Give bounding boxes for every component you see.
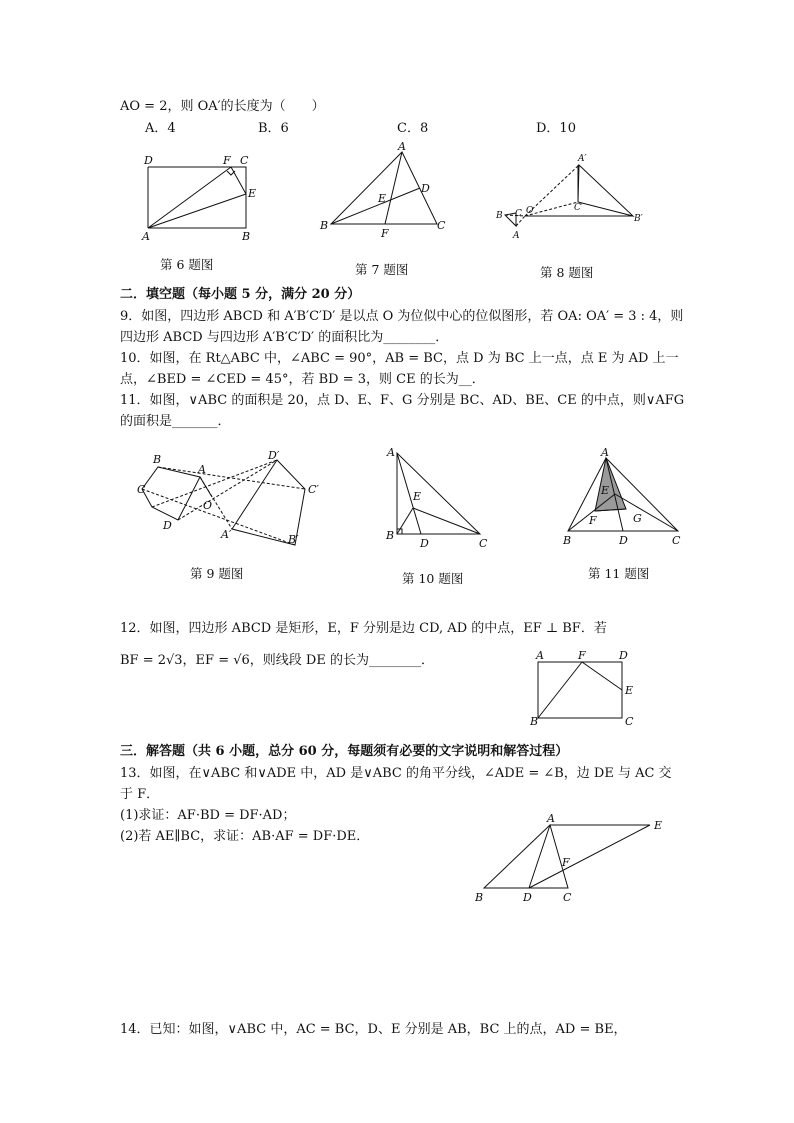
figure-13 — [470, 810, 680, 908]
caption-fig8: 第 8 题图 — [540, 265, 594, 280]
figure-11 — [558, 440, 688, 548]
figure-12 — [530, 647, 640, 729]
q14-line-1: 14．已知：如图，∨ABC 中，AC = BC，D、E 分别是 AB，BC 上的点，AD = BE， — [120, 1022, 627, 1037]
q8-option-a: A．4 — [145, 121, 176, 136]
label-c: C — [563, 891, 572, 904]
label-d: D — [523, 891, 532, 904]
q10-line-2: 点，∠BED = ∠CED = 45°，若 BD = 3，则 CE 的长为__． — [120, 372, 485, 387]
q13-line-2: 于 F． — [120, 787, 160, 802]
label-d-prime: D′ — [268, 449, 280, 462]
figure-7 — [318, 140, 450, 240]
label-c: C — [240, 154, 249, 167]
label-f: F — [578, 649, 586, 662]
label-e: E — [248, 187, 257, 200]
section-3-title: 三．解答题（共 6 小题，总分 60 分，每题须有必要的文字说明和解答过程） — [120, 744, 569, 759]
label-g: G — [633, 512, 642, 525]
label-f: F — [223, 154, 231, 167]
section-2-title: 二．填空题（每小题 5 分，满分 20 分） — [120, 287, 361, 302]
label-a: A — [601, 446, 609, 459]
label-d: D — [619, 649, 628, 662]
label-a: A — [513, 231, 520, 241]
label-b: B — [242, 230, 251, 243]
label-a: A — [198, 463, 206, 476]
label-c: C — [437, 219, 446, 232]
label-a: A — [398, 140, 406, 153]
label-d: D — [163, 519, 172, 532]
label-d: D — [421, 182, 430, 195]
label-e: E — [378, 192, 387, 205]
q11-line-2: 的面积是_______． — [120, 414, 231, 429]
label-d: D — [144, 154, 153, 167]
caption-fig6: 第 6 题图 — [160, 257, 214, 272]
label-f: F — [589, 514, 597, 527]
q8-option-b: B．6 — [258, 121, 289, 136]
label-b-prime: B′ — [634, 214, 643, 224]
figure-8 — [492, 150, 652, 245]
q8-option-d: D．10 — [536, 121, 576, 136]
caption-fig10: 第 10 题图 — [402, 571, 464, 586]
label-a: A — [547, 812, 555, 825]
q13-part-1: (1)求证：AF·BD = DF·AD； — [120, 808, 296, 823]
label-c-prime: C′ — [574, 203, 583, 213]
label-o: O — [526, 206, 534, 216]
q11-line-1: 11．如图，∨ABC 的面积是 20，点 D、E、F、G 分别是 BC、AD、BE、CE 的中点，则∨AFG — [120, 393, 685, 408]
label-e: E — [601, 484, 610, 497]
q9-line-2: 四边形 ABCD 与四边形 A′B′C′D′ 的面积比为________． — [120, 330, 449, 345]
figure-6 — [135, 150, 265, 245]
caption-fig9: 第 9 题图 — [190, 566, 244, 581]
label-b-prime: B′ — [288, 533, 299, 546]
label-e: E — [654, 819, 663, 832]
q9-line-1: 9．如图，四边形 ABCD 和 A′B′C′D′ 是以点 O 为位似中心的位似图形，若 OA: OA′ = 3 : 4，则 — [120, 309, 684, 324]
figure-9 — [130, 447, 335, 557]
figure-10 — [380, 440, 495, 552]
label-c: C — [625, 715, 634, 728]
label-a: A — [536, 649, 544, 662]
q8-option-c: C．8 — [397, 121, 429, 136]
label-b: B — [153, 453, 162, 466]
q10-line-1: 10．如图，在 Rt△ABC 中，∠ABC = 90°，AB = BC，点 D 为 BC 上一点，点 E 为 AD 上一 — [120, 351, 679, 366]
label-d: D — [420, 537, 429, 550]
label-b: B — [563, 534, 572, 547]
label-b: B — [530, 715, 539, 728]
label-c-prime: C′ — [308, 483, 319, 496]
label-a: A — [387, 446, 395, 459]
q12-line-1: 12．如图，四边形 ABCD 是矩形，E，F 分别是边 CD, AD 的中点，EF ⊥ BF．若 — [120, 621, 607, 636]
label-e: E — [625, 684, 634, 697]
label-c: C — [479, 537, 488, 550]
label-f: F — [562, 856, 570, 869]
q13-line-1: 13．如图，在∨ABC 和∨ADE 中，AD 是∨ABC 的角平分线，∠ADE = ∠B，边 DE 与 AC 交 — [120, 766, 672, 781]
label-f: F — [381, 227, 389, 240]
label-o: O — [203, 499, 213, 512]
label-b: B — [386, 529, 395, 542]
label-b: B — [320, 219, 329, 232]
label-a-prime: A′ — [221, 528, 232, 541]
label-b: B — [475, 891, 484, 904]
label-e: E — [413, 490, 422, 503]
caption-fig11: 第 11 题图 — [588, 566, 650, 581]
label-a: A — [142, 230, 150, 243]
label-c: C — [137, 483, 146, 496]
label-c: C — [515, 209, 522, 219]
label-b: B — [496, 211, 503, 221]
q8-stem: AO = 2，则 OA′的长度为（ ） — [120, 99, 325, 114]
q12-line-2: BF = 2√3，EF = √6，则线段 DE 的长为________． — [120, 653, 434, 668]
caption-fig7: 第 7 题图 — [355, 262, 409, 277]
label-a-prime: A′ — [578, 154, 587, 164]
q13-part-2: (2)若 AE∥BC，求证：AB·AF = DF·DE． — [120, 829, 370, 844]
label-c: C — [672, 534, 681, 547]
label-d: D — [619, 534, 628, 547]
